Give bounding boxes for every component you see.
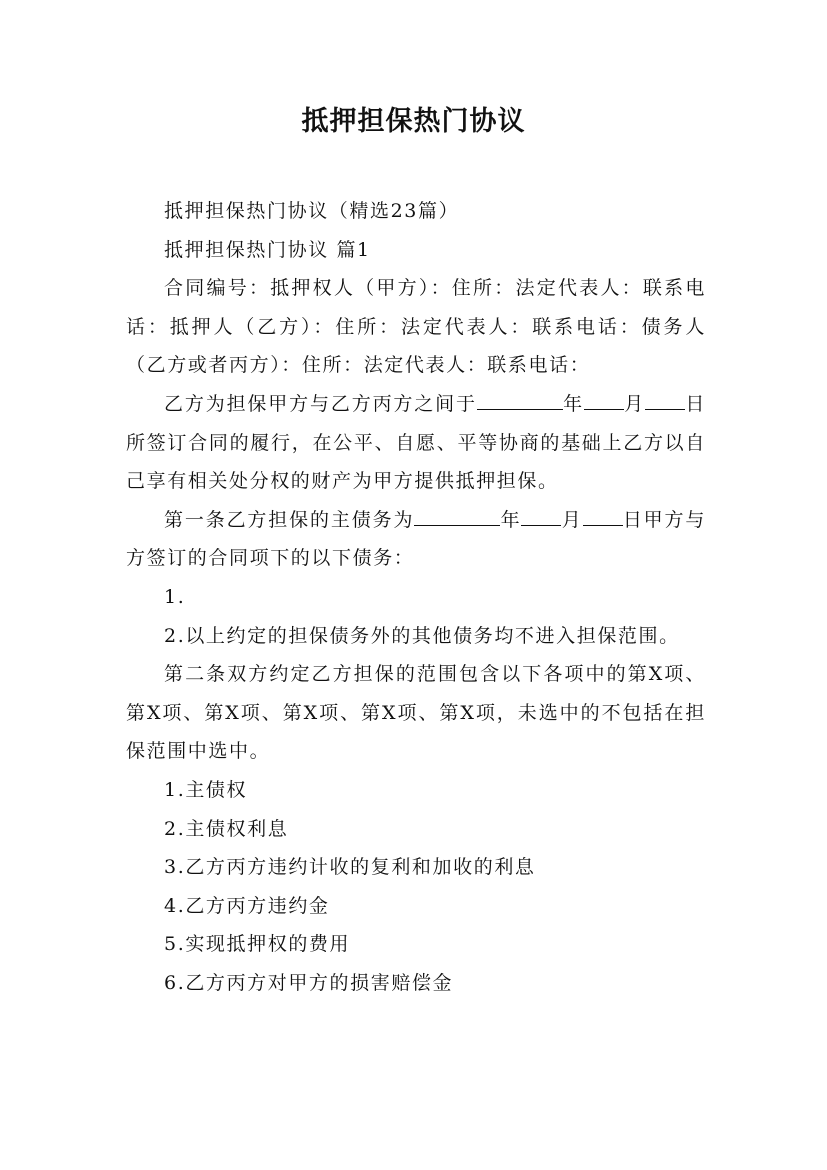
- scope-item: 3.乙方丙方违约计收的复利和加收的利息: [164, 856, 536, 879]
- document-body: [126, 192, 706, 1002]
- intro-paragraph: [126, 385, 706, 501]
- document-title: 抵押担保热门协议: [301, 106, 526, 137]
- year-blank: [477, 389, 563, 410]
- month-blank: [521, 505, 561, 526]
- article-1-text-start: 第一条乙方担保的主债务为: [164, 508, 415, 531]
- subtitle-paragraph: 抵押担保热门协议（精选23篇）: [164, 200, 460, 222]
- scope-item: 6.乙方丙方对甲方的损害赔偿金: [164, 971, 454, 994]
- scope-item: 5.实现抵押权的费用: [164, 933, 351, 956]
- month-blank: [584, 389, 624, 410]
- year-label: 年: [562, 392, 584, 415]
- year-blank: [414, 505, 500, 526]
- list-item: 1.: [164, 585, 186, 608]
- section-heading: 抵押担保热门协议 篇1: [164, 238, 371, 261]
- article-2-paragraph: 第二条双方约定乙方担保的范围包含以下各项中的第X项、第X项、第X项、第X项、第X项、第X项，未选中的不包括在担保范围中选中。: [126, 663, 706, 763]
- party-info-paragraph: 合同编号：抵押权人（甲方）：住所：法定代表人：联系电话：抵押人（乙方）：住所：法定代表人：联系电话：债务人（乙方或者丙方）：住所：法定代表人：联系电话：: [126, 277, 706, 377]
- list-item: 2.以上约定的担保债务外的其他债务均不进入担保范围。: [164, 624, 680, 647]
- year-label: 年: [500, 508, 522, 531]
- article-1-paragraph: [126, 501, 706, 578]
- intro-text-end: 日所签订合同的履行，在公平、自愿、平等协商的基础上乙方以自己享有相关处分权的财产为甲方提供抵押担保。: [126, 392, 706, 493]
- day-blank: [645, 389, 685, 410]
- scope-item: 2.主债权利息: [164, 817, 289, 840]
- scope-item: 4.乙方丙方违约金: [164, 894, 330, 917]
- day-blank: [583, 505, 623, 526]
- article-1-text-end: 日甲方与方签订的合同项下的以下债务：: [126, 508, 706, 570]
- month-label: 月: [561, 508, 583, 531]
- month-label: 月: [624, 392, 646, 415]
- scope-item: 1.主债权: [164, 778, 248, 801]
- intro-text-start: 乙方为担保甲方与乙方丙方之间于: [164, 392, 477, 415]
